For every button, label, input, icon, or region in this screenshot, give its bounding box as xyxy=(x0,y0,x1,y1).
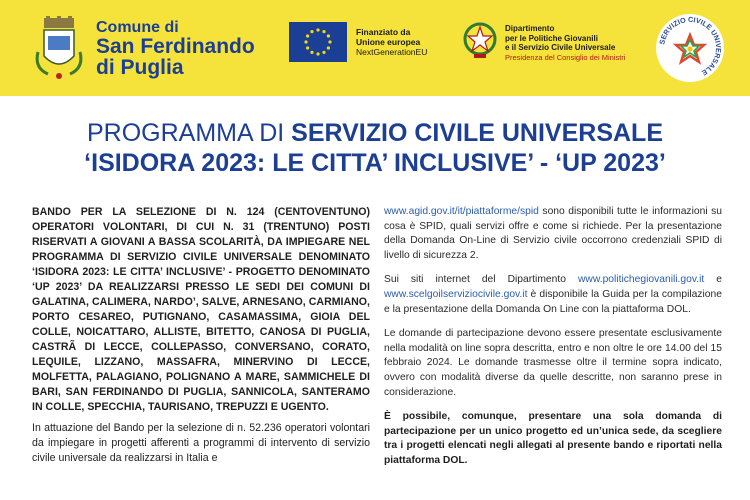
title-prefix: PROGRAMMA DI xyxy=(86,119,292,147)
left-column xyxy=(32,205,370,466)
right-column xyxy=(384,205,722,479)
servizio-civile-logo-icon xyxy=(654,12,726,84)
spid-link[interactable]: www.agid.gov.it/it/piattaforme/spid xyxy=(384,206,539,217)
comune-name xyxy=(96,20,255,78)
spid-paragraph xyxy=(384,205,722,263)
domande-paragraph: Le domande di partecipazione devono essere presentate esclusivamente nella modalità on line sopra descritta, entro e non oltre le ore 14.00 del 15 febbraio 2024. Le domande trasmesse oltre il termine sopra indicato, ovvero con modalità diverse da quelle descritte, non saranno prese in considerazione. xyxy=(384,328,722,398)
guida-paragraph xyxy=(384,273,722,317)
page-title xyxy=(0,118,750,178)
dipartimento-caption xyxy=(505,24,625,62)
guida-text-a: Sui siti internet del Dipartimento xyxy=(384,274,578,286)
comune-line3: di Puglia xyxy=(96,56,184,79)
guida-text-c: è disponibile la Guida per la compilazione e la presentazione della Domanda On Line con la piattaforma DOL. xyxy=(384,288,722,315)
dip-line3: e il Servizio Civile Universale xyxy=(505,43,616,53)
eu-caption xyxy=(356,27,427,58)
guida-text-b: e xyxy=(704,274,722,286)
scelgoilserviziocivile-link[interactable]: www.scelgoilserviziocivile.gov.it xyxy=(384,288,528,300)
comune-line2: San Ferdinando xyxy=(96,35,255,58)
header-banner xyxy=(0,0,750,96)
title-main: SERVIZIO CIVILE UNIVERSALE xyxy=(291,119,663,147)
politichegiovanili-link[interactable]: www.politichegiovanili.gov.it xyxy=(577,274,705,286)
dip-line1: Dipartimento xyxy=(505,24,555,33)
bando-paragraph: BANDO PER LA SELEZIONE DI N. 124 (CENTOVENTUNO) OPERATORI VOLONTARI, DI CUI N. 31 (TRENTUNO) POSTI RISERVATI A GIOVANI A BASSA SCOLARITÀ, DA IMPIEGARE NEL PROGRAMMA DI SERVIZIO CIVILE UNIVERSALE DENOMINATO ‘ISIDORA 2023: LE CITTA’ INCLUSIVE’ - PROGETTO DENOMINATO ‘UP 2023’ DA REALIZZARSI PRESSO LE SEDI DEI COMUNI DI GALATINA, CALIMERA, NARDO’, SALVE, ARNESANO, CARMIANO, PORTO CESAREO, PUTIGNANO, CASAMASSIMA, GIOIA DEL COLLE, NOICATTARO, ALLISTE, BITETTO, CANOSA DI PUGLIA, CASTRÃ DI LECCE, COLLEPASSO, CONVERSANO, CORATO, LEQUILE, LIZZANO, MASSAFRA, MINERVINO DI LECCE, MOLFETTA, PALAGIANO, POLIGNANO A MARE, SAMMICHELE DI BARI, SAN FERDINANDO DI PUGLIA, SANNICOLA, SANTERAMO IN COLLE, SPECCHIA, TAURISANO, TREPUZZI E UGENTO. xyxy=(32,206,370,413)
attuazione-paragraph: In attuazione del Bando per la selezione di n. 52.236 operatori volontari da impiegare in progetti afferenti a programmi di intervento di servizio civile universale da realizzarsi in Italia e xyxy=(32,422,370,464)
comune-crest-icon xyxy=(34,16,84,82)
svg-text:SERVIZIO CIVILE UNIVERSALE: SERVIZIO CIVILE UNIVERSALE xyxy=(657,14,724,78)
eu-line3: NextGenerationEU xyxy=(356,47,428,58)
unica-domanda-paragraph: È possibile, comunque, presentare una sola domanda di partecipazione per un unico progetto ed un’unica sede, da scegliere tra i progetti elencati negli allegati al presente bando e riportati nella piattaforma DOL. xyxy=(384,411,722,466)
eu-flag-icon xyxy=(289,22,347,62)
title-subtitle: ‘ISIDORA 2023: LE CITTA’ INCLUSIVE’ - ‘UP 2023’ xyxy=(84,149,666,177)
comune-line1: Comune di xyxy=(96,19,179,36)
spid-text: sono disponibili tutte le informazioni su cosa è SPID, quali servizi offre e come si richiede. Per la presentazione della Domanda On-Line di Servizio civile occorrono credenziali SPID di livello di sicurezza 2. xyxy=(384,206,722,261)
dip-line4: Presidenza del Consiglio dei Ministri xyxy=(505,52,626,62)
italian-emblem-icon xyxy=(462,20,498,60)
eu-line2: Unione europea xyxy=(356,37,421,48)
dip-line2: per le Politiche Giovanili xyxy=(505,33,598,43)
eu-line1: Finanziato da xyxy=(356,27,411,37)
